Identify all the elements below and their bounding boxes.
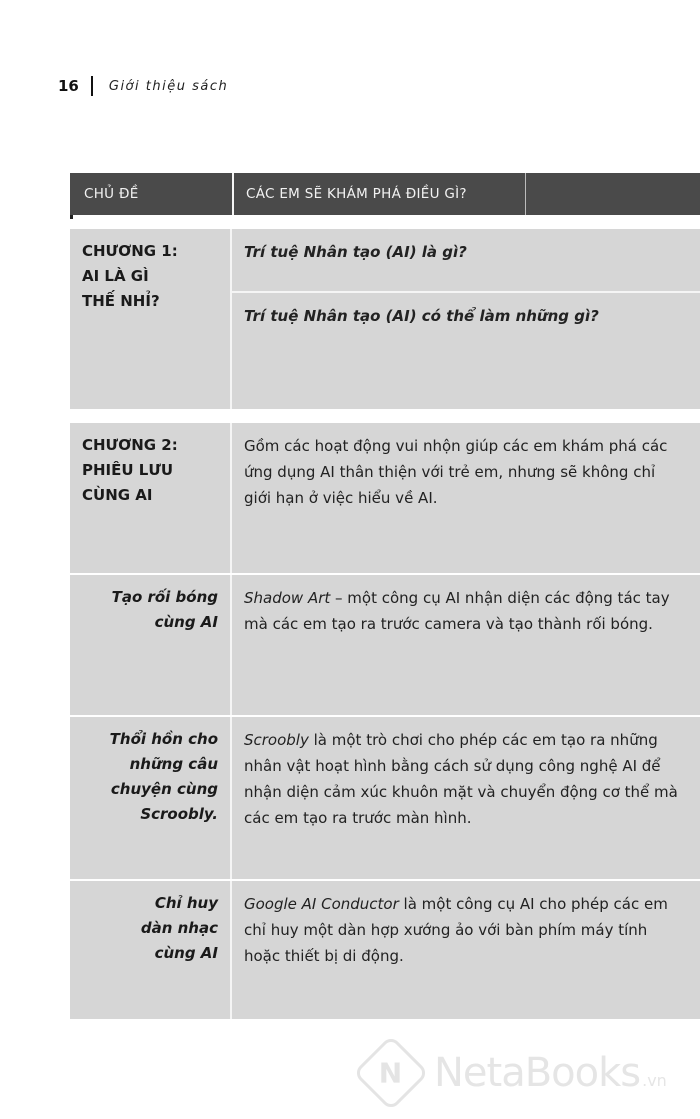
chapter-1-line: THẾ NHỈ? [82,292,160,310]
table-row-activity-1 [70,575,700,715]
chapter-1-line: AI LÀ GÌ [82,267,149,285]
activity-1-title [70,575,232,715]
page-number: 16 [58,77,79,95]
chapter-1-line: CHƯƠNG 1: [82,242,178,260]
activity-3-line: dàn nhạc [140,919,218,937]
activity-1-description [232,575,700,637]
table-row-chapter-1 [70,229,700,409]
activity-3-description [232,881,700,969]
question-1: Trí tuệ Nhân tạo (AI) là gì? [244,243,467,261]
chapter-1-title [70,229,232,409]
netabooks-logo-icon [353,1035,429,1111]
content-table [70,173,700,1019]
table-row-activity-2 [70,717,700,879]
watermark [364,1046,667,1100]
head-divider [91,76,93,96]
activity-2-line: những câu [129,755,218,773]
activity-2-description [232,717,700,831]
question-2: Trí tuệ Nhân tạo (AI) có thể làm những gì? [232,291,700,329]
chapter-2-title [70,423,232,573]
activity-2-description-cell [232,717,700,879]
chapter-2-line: CHƯƠNG 2: [82,436,178,454]
chapter-2-line: PHIÊU LƯU [82,461,174,479]
activity-3-tool: Google AI Conductor [244,895,399,913]
activity-1-tool: Shadow Art [244,589,331,607]
activity-3-description-cell [232,881,700,1019]
activity-1-description-cell [232,575,700,715]
activity-1-line: cùng AI [154,613,218,631]
activity-2-line: Scroobly. [140,805,218,823]
activity-3-title [70,881,232,1019]
activity-1-line: Tạo rối bóng [111,588,218,606]
chapter-2-description: Gồm các hoạt động vui nhộn giúp các em khám phá các ứng dụng AI thân thiện với trẻ em, nhưng sẽ không chỉ giới hạn ở việc hiểu về AI. [244,437,668,507]
logo-letter: N [379,1056,403,1090]
watermark-suffix: .vn [642,1070,667,1090]
table-row-activity-3 [70,881,700,1019]
running-head [58,74,228,98]
chapter-2-description-cell [232,423,700,573]
watermark-brand: NetaBooks [434,1050,641,1096]
table-header [70,173,700,215]
header-discover: CÁC EM SẼ KHÁM PHÁ ĐIỀU GÌ? [234,173,526,215]
activity-2-line: Thổi hồn cho [109,730,218,748]
activity-3-line: cùng AI [154,944,218,962]
table-row-chapter-2 [70,423,700,573]
activity-1-text: – một công cụ AI nhận diện các động tác tay mà các em tạo ra trước camera và tạo thành rối bóng. [244,589,670,633]
section-title: Giới thiệu sách [108,78,229,94]
activity-3-line: Chỉ huy [154,894,218,912]
chapter-1-questions [232,229,700,409]
activity-2-tool: Scroobly [244,731,309,749]
activity-2-line: chuyện cùng [110,780,218,798]
activity-2-text: là một trò chơi cho phép các em tạo ra những nhân vật hoạt hình bằng cách sử dụng công nghệ AI để nhận diện cảm xúc khuôn mặt và chuyển động cơ thể mà các em tạo ra trước màn hình. [244,731,678,827]
activity-3-text: là một công cụ AI cho phép các em chỉ huy một dàn hợp xướng ảo với bàn phím máy tính hoặc thiết bị di động. [244,895,668,965]
header-notch [70,215,73,219]
chapter-2-line: CÙNG AI [82,486,153,504]
activity-2-title [70,717,232,879]
header-topic: CHỦ ĐỀ [70,173,234,215]
header-blank [526,173,700,215]
